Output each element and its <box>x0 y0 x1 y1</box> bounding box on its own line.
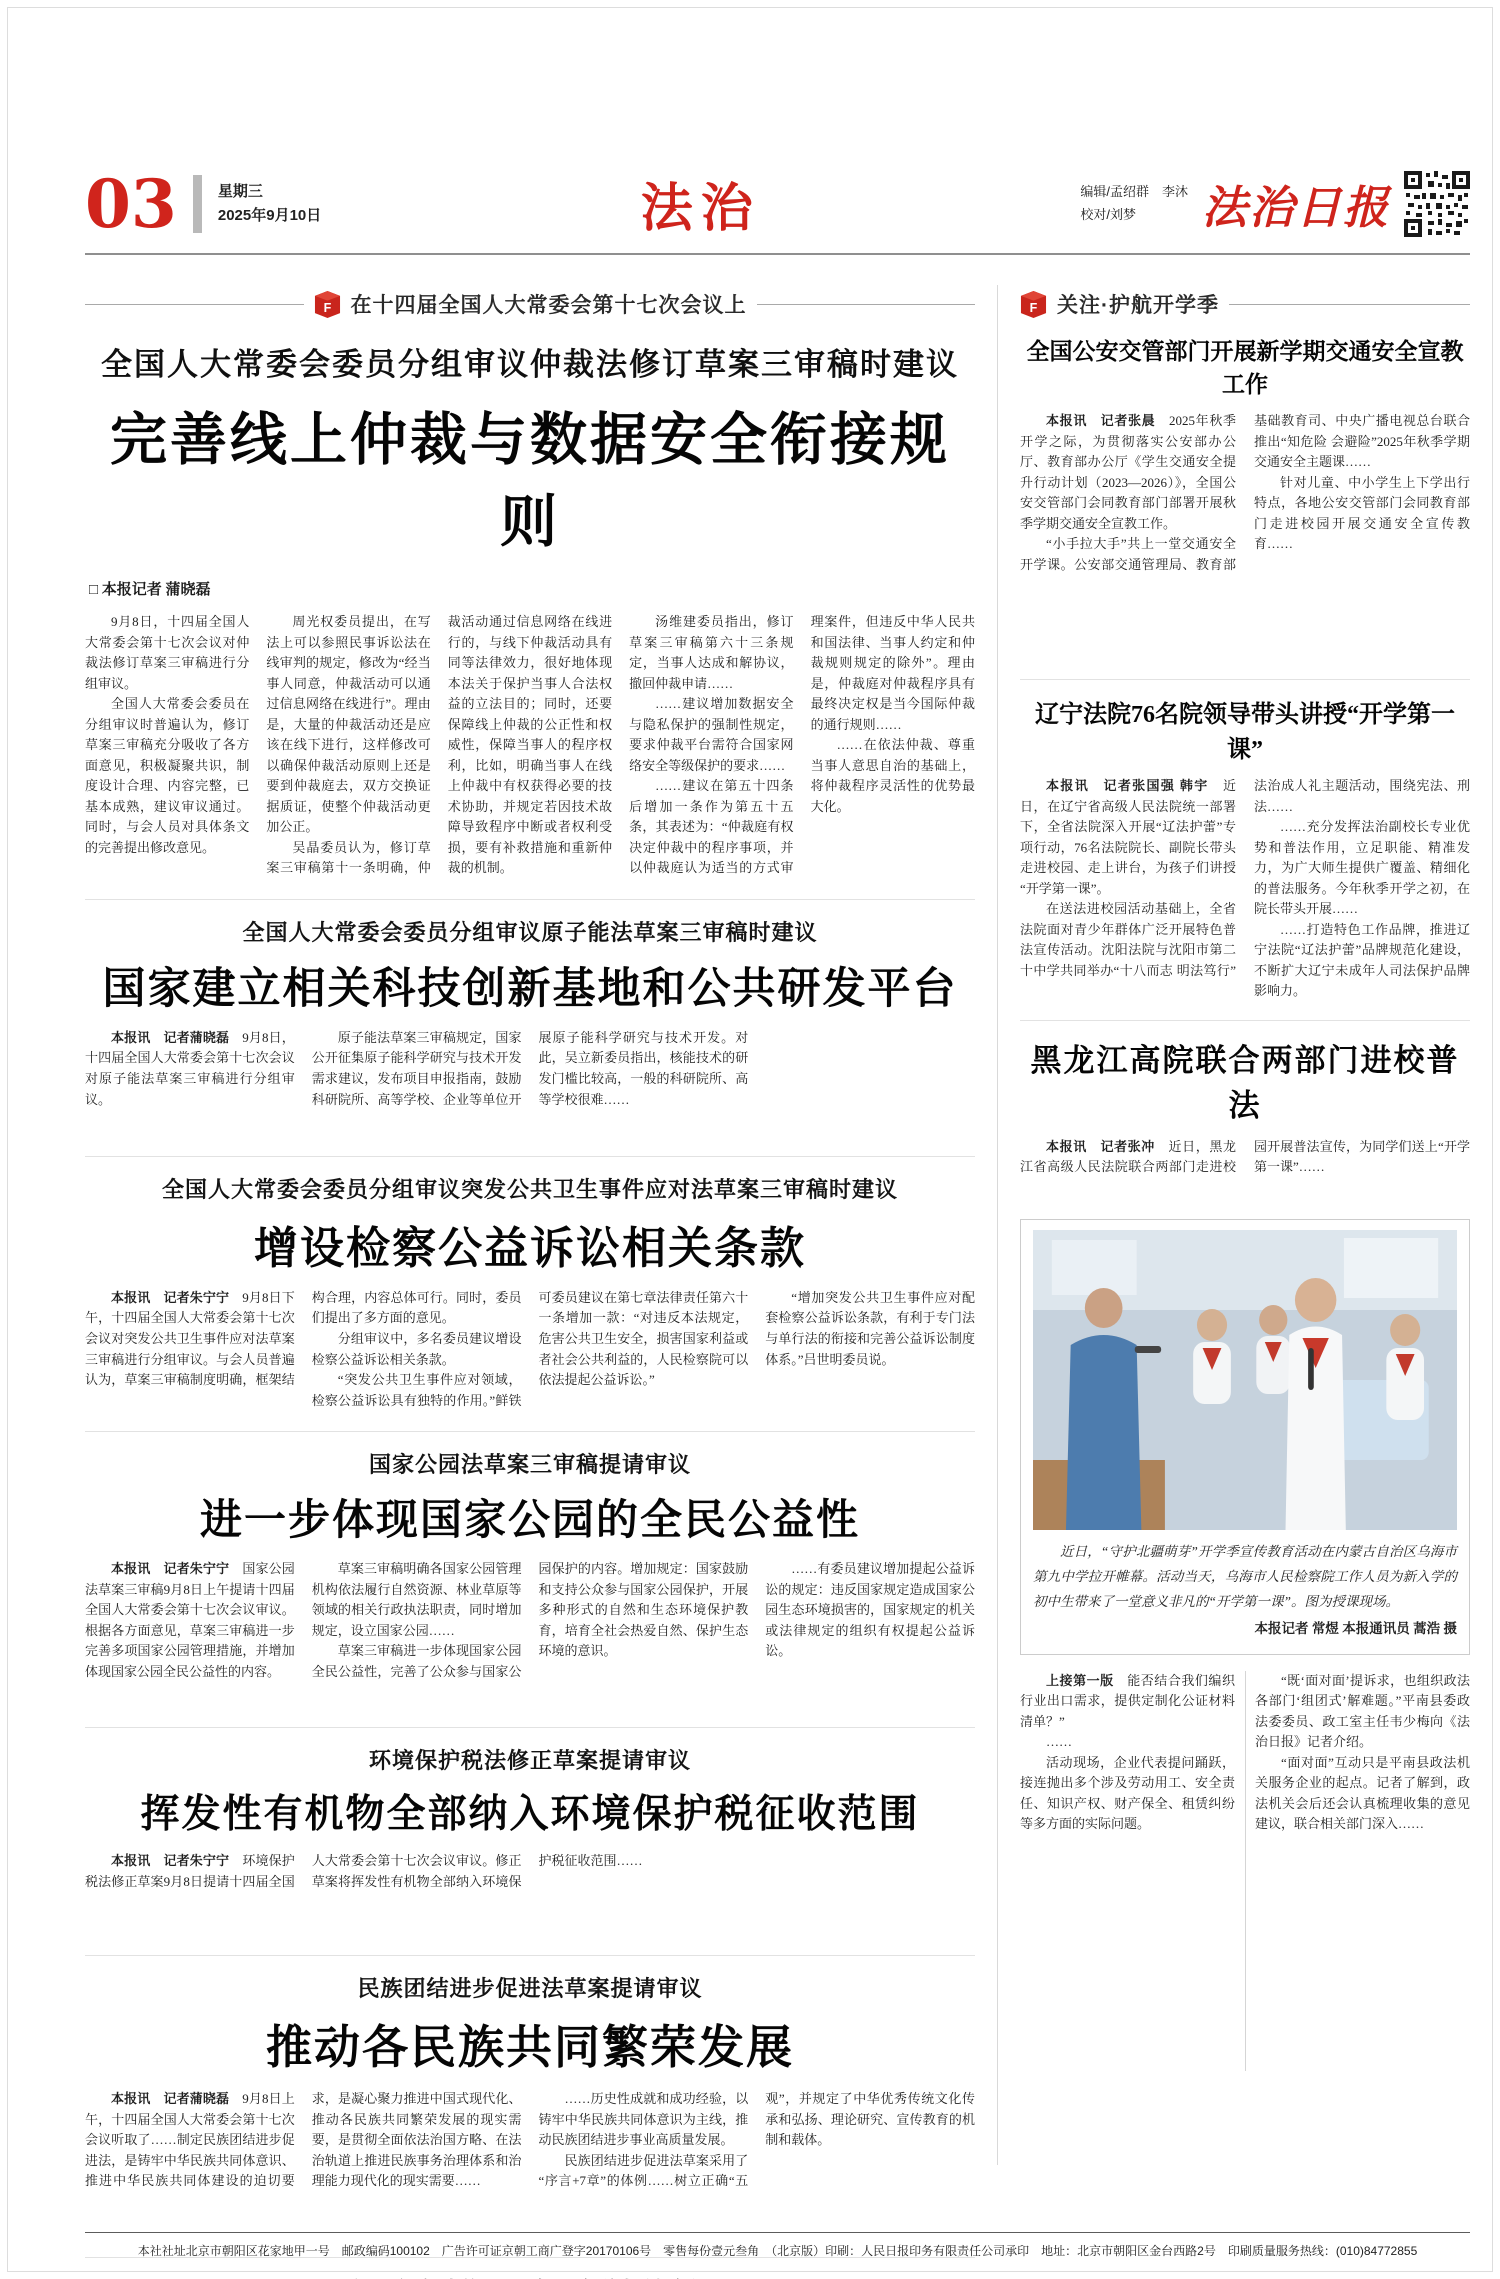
weekday-label: 星期三 <box>217 183 263 201</box>
body-paragraph: ……打造特色工作品牌，推进辽宁法院“辽法护蕾”品牌规范化建设，不断扩大辽宁未成年人司法保护品牌影响力。 <box>1254 921 1470 999</box>
news-photo <box>1033 1230 1457 1530</box>
body-paragraph: 上接第一版 能否结合我们编织行业出口需求，提供定制化公证材料清单？” <box>1020 1672 1235 1729</box>
left-banner-label: 在十四届全国人大常委会第十七次会议上 <box>350 294 747 317</box>
right-banner-label: 关注·护航开学季 <box>1057 294 1219 317</box>
body-paragraph: ……建议在第五十四条后增加一条作为第五十五条，其表述为：“仲裁庭有权决定仲裁中的程序事项，并以仲裁庭认为适当的方式审理案件，但违反中华人民共和国法律、当事人约定和仲裁规则规定的除外”。理由是，仲裁庭对仲裁程序具有最终决定权是当今国际仲裁的通行规则…… <box>629 614 975 876</box>
article-national-park-law <box>85 1431 975 1707</box>
article-headline: 辽宁法院76名院领导带头讲授“开学第一课” <box>1035 702 1455 763</box>
page-number-divider <box>193 175 202 233</box>
svg-text:F: F <box>323 300 331 315</box>
article-ethnic-unity-law <box>85 1955 975 2237</box>
header-rule <box>85 253 1470 255</box>
article-headline: 进一步体现国家公园的全民公益性 <box>199 1498 860 1545</box>
body-paragraph: 吴晶委员认为，修订草案三审稿第十一条明确，仲裁活动通过信息网络在线进行的，与线下仲裁活动具有同等法律效力，很好地体现本法关于保护当事人合法权益的立法目的；同时，还要保障线上仲裁的公正性和权威性，保障当事人的程序权利，比如，明确当事人在线上仲裁中有权获得必要的技术协助，并规定若因技术故障导致程序中断或者权利受损，要有补救措施和重新仲裁的机制。 <box>266 614 613 876</box>
editors-line: 编辑/孟绍群 李沐 <box>1080 184 1188 200</box>
body-paragraph: 本报讯 记者张冲 近日，黑龙江省高级人民法院联合两部门走进校园开展普法宣传，为同学们送上“开学第一课”…… <box>1020 1138 1470 1175</box>
article-headline: 挥发性有机物全部纳入环境保护税征收范围 <box>140 1793 920 1837</box>
article-kicker: 全国人大常委会委员分组审议原子能法草案三审稿时建议 <box>242 919 818 945</box>
body-paragraph: 在送法进校园活动基础上，全省法院面对青少年群体广泛开展特色普法宣传活动。沈阳法院与沈阳市第二十中学共同举办“十八而志 明法笃行”法治成人礼主题活动，围绕宪法、刑法…… <box>1020 778 1470 978</box>
main-headline: 完善线上仲裁与数据安全衔接规则 <box>110 408 950 554</box>
body-paragraph: “小手拉大手”共上一堂交通安全开学课。公安部交通管理局、教育部基础教育司、中央广播电视总台联合推出“知危险 会避险”2025年秋季学期交通安全主题课…… <box>1020 413 1470 572</box>
main-kicker: 全国人大常委会委员分组审议仲裁法修订草案三审稿时建议 <box>101 347 959 382</box>
body-paragraph: ……在依法仲裁、尊重当事人意思自治的基础上，将仲裁程序灵活性的优势最大化。 <box>810 737 975 814</box>
news-photo-box <box>1020 1219 1470 1655</box>
article-public-health-law <box>85 1156 975 1411</box>
byline-lead: 本报讯 记者朱宁宁 <box>111 1289 243 1305</box>
body-paragraph: 本报讯 记者蒲晓磊 9月8日，十四届全国人大常委会第十七次会议对原子能法草案三审稿进行分组审议。 <box>85 1029 295 1107</box>
page-footer <box>85 2232 1470 2259</box>
byline-lead: 本报讯 记者张晨 <box>1046 413 1169 428</box>
banner-rule-right <box>1229 304 1470 305</box>
section-title: 法治 <box>640 181 761 238</box>
article-food-safety-law <box>85 2257 975 2279</box>
article-kicker: 全国人大常委会委员分组审议突发公共卫生事件应对法草案三审稿时建议 <box>161 1176 898 1202</box>
body-paragraph: “增加突发公共卫生事件应对配套检察公益诉讼条款，有利于专门法与单行法的衔接和完善公益诉讼制度体系。”吕世明委员说。 <box>765 1289 975 1367</box>
body-paragraph: ……充分发挥法治副校长专业优势和普法作用，立足职能、精准发力，为广大师生提供广覆盖、精细化的普法服务。今年秋季开学之初，在院长带头开展…… <box>1254 819 1470 917</box>
date-label: 2025年9月10日 <box>217 206 322 224</box>
body-paragraph: 针对儿童、中小学生上下学出行特点，各地公安交管部门会同教育部门走进校园开展交通安全宣传教育…… <box>1254 474 1470 552</box>
article-body-text <box>85 1288 975 1411</box>
banner-rule-left <box>85 304 304 305</box>
right-banner <box>1020 289 1470 319</box>
left-column <box>85 285 975 2279</box>
article-body-text <box>1020 1137 1470 1203</box>
article-headline: 全国公安交管部门开展新学期交通安全宣教工作 <box>1026 338 1464 397</box>
body-paragraph: 草案三审稿进一步体现国家公园全民公益性，完善了公众参与国家公园保护的内容。增加规定：国家鼓励和支持公众参与国家公园保护，开展多种形式的自然和生态环境保护教育，培育全社会热爱自然、保护生态环境的意识。 <box>311 1561 749 1679</box>
article-kicker: 民族团结进步促进法草案提请审议 <box>357 1976 703 2002</box>
article-kicker <box>85 2274 975 2279</box>
page-header <box>85 166 1470 241</box>
article-headline: 国家建立相关科技创新基地和公共研发平台 <box>102 965 958 1013</box>
continuation-body-text <box>1020 1671 1470 2071</box>
body-paragraph: 活动现场，企业代表提问踊跃，接连抛出多个涉及劳动用工、安全责任、知识产权、财产保全、租赁纠纷等多方面的实际问题。 <box>1020 1754 1235 1832</box>
byline-lead: 本报讯 记者蒲晓磊 <box>111 2091 243 2107</box>
continued-from-page-one <box>1020 1671 1470 2071</box>
svg-text:F: F <box>1029 300 1038 315</box>
article-arbitration-law <box>85 289 975 879</box>
body-paragraph: ……历史性成就和成功经验，以铸牢中华民族共同体意识为主线，推动民族团结进步事业高质量发展。 <box>538 2091 749 2148</box>
article-body-text <box>1020 411 1470 661</box>
masthead-block <box>1080 171 1470 237</box>
page-number-block <box>85 164 322 243</box>
body-paragraph: ……有委员建议增加提起公益诉讼的规定：违反国家规定造成国家公园生态环境损害的，国家规定的机关或法律规定的组织有权提起公益诉讼。 <box>765 1561 975 1659</box>
article-body-text <box>85 1851 975 1935</box>
paper-cube-icon <box>314 290 341 319</box>
page-content <box>85 285 1470 2279</box>
body-paragraph: 原子能法草案三审稿规定，国家公开征集原子能科学研究与技术开发需求建议，发布项目申报指南，鼓励科研院所、高等学校、企业等单位开展原子能科学研究与技术开发。对此，吴立新委员指出，核能技术的研发门槛比较高，一般的科研院所、高等学校很难…… <box>311 1029 749 1107</box>
article-kicker: 国家公园法草案三审稿提请审议 <box>368 1452 691 1478</box>
body-paragraph: …… <box>1046 1734 1072 1750</box>
right-column <box>997 285 1470 2165</box>
body-paragraph: 本报讯 记者朱宁宁 环境保护税法修正草案9月8日提请十四届全国人大常委会第十七次会议审议。修正草案将挥发性有机物全部纳入环境保护税征收范围…… <box>85 1853 643 1889</box>
article-liaoning-courts <box>1020 679 1470 1002</box>
article-traffic-safety <box>1020 333 1470 661</box>
body-paragraph: 本报讯 记者朱宁宁 国家公园法草案三审稿9月8日上午提请十四届全国人大常委会第十七次会议审议。根据各方面意见，草案三审稿进一步完善多项国家公园管理措施，并增加体现国家公园全民公益性的内容。 <box>85 1561 295 1679</box>
body-paragraph: “突发公共卫生事件应对领域，检察公益诉讼具有独特的作用。”鲜铁可委员建议在第七章法律责任第六十一条增加一款：“对违反本法规定，危害公共卫生安全，损害国家利益或者社会公共利益的，人民检察院可以依法提起公益诉讼。” <box>311 1289 749 1408</box>
body-paragraph: 汤维建委员指出，修订草案三审稿第六十三条规定，当事人达成和解协议，撤回仲裁申请…… <box>629 614 794 691</box>
article-environment-tax-law <box>85 1727 975 1935</box>
body-paragraph: 9月8日，十四届全国人大常委会第十七次会议对仲裁法修订草案三审稿进行分组审议。 <box>85 614 250 691</box>
article-headline: 黑龙江高院联合两部门进校普法 <box>1030 1042 1460 1123</box>
imprint-line: 本社社址北京市朝阳区花家地甲一号 邮政编码100102 广告许可证京朝工商广登字20170106号 零售每份壹元叁角 （北京版）印刷：人民日报印务有限责任公司承印 地址：北京市朝阳区金台西路2号 印刷质量服务热线：(010)84772855 <box>137 2244 1418 2258</box>
page-number: 03 <box>85 164 177 243</box>
article-body-text <box>85 1028 975 1136</box>
body-paragraph: 本报讯 记者蒲晓磊 9月8日上午，十四届全国人大常委会第十七次会议听取了……制定民族团结进步促进法，是铸牢中华民族共同体意识、推进中华民族共同体建设的迫切要求，是凝心聚力推进中国式现代化、推动各民族共同繁荣发展的现实需要，是贯彻全面依法治国方略、在法治轨道上推进民族事务治理体系和治理能力现代化的现实需要…… <box>85 2091 522 2189</box>
article-body-text <box>1020 776 1470 1002</box>
body-paragraph: 草案三审稿明确各国家公园管理机构依法履行自然资源、林业草原等领域的相关行政执法职责，同时增加规定，设立国家公园…… <box>311 1561 522 1638</box>
photo-credit: 本报记者 常煜 本报通讯员 蒿浩 摄 <box>1254 1620 1457 1636</box>
body-paragraph: 本报讯 记者张晨 2025年秋季开学之际，为贯彻落实公安部办公厅、教育部办公厅《学生交通安全提升行动计划（2023—2026）》，全国公安交管部门会同教育部门部署开展秋季学期交通安全宣教工作。 <box>1020 413 1236 531</box>
byline-lead: 本报讯 记者张国强 韩宇 <box>1046 778 1223 793</box>
body-paragraph: ……建议增加数据安全与隐私保护的强制性规定，要求仲裁平台需符合国家网络安全等级保护的要求…… <box>629 696 794 773</box>
main-body-text <box>85 612 975 879</box>
article-body-text <box>85 2089 975 2237</box>
body-paragraph: 分组审议中，多名委员建议增设检察公益诉讼相关条款。 <box>311 1330 522 1367</box>
byline-lead: 本报讯 记者朱宁宁 <box>111 1561 243 1577</box>
proofreader-line: 校对/刘梦 <box>1080 206 1136 222</box>
body-paragraph: 本报讯 记者朱宁宁 9月8日下午，十四届全国人大常委会第十七次会议对突发公共卫生事件应对法草案三审稿进行分组审议。与会人员普遍认为，草案三审稿制度明确，框架结构合理，内容总体可行。同时，委员们提出了多方面的意见。 <box>85 1289 522 1388</box>
byline-lead: 本报讯 记者朱宁宁 <box>111 1853 243 1869</box>
qr-code-icon <box>1404 171 1470 237</box>
paper-cube-icon <box>1020 290 1047 319</box>
body-paragraph: 全国人大常委会委员在分组审议时普遍认为，修订草案三审稿充分吸收了各方面意见，积极凝聚共识，制度设计合理、内容完整，已基本成熟，建议审议通过。同时，与会人员对具体条文的完善提出修改意见。 <box>85 696 250 855</box>
photo-caption: 近日，“守护北疆萌芽”开学季宣传教育活动在内蒙古自治区乌海市第九中学拉开帷幕。活动当天，乌海市人民检察院工作人员为新入学的初中生带来了一堂意义非凡的“开学第一课”。图为授课现场。 本报记者 常煜 本报通讯员 蒿浩 摄 <box>1033 1540 1457 1642</box>
byline-lead: 本报讯 记者张冲 <box>1046 1138 1169 1154</box>
byline-lead: 本报讯 记者蒲晓磊 <box>111 1029 243 1045</box>
body-paragraph: 周光权委员提出，在写法上可以参照民事诉讼法在线审判的规定，修改为“经当事人同意，仲裁活动可以通过信息网络在线进行”。理由是，大量的仲裁活动还是应该在线下进行，这样修改可以确保仲裁活动原则上还是要到仲裁庭去，双方交换证据质证，使整个仲裁活动更加公正。 <box>266 614 431 835</box>
body-paragraph: “既‘面对面’提诉求，也组织政法各部门‘组团式’解难题。”平南县委政法委委员、政工室主任韦少梅向《法治日报》记者介绍。 <box>1255 1672 1470 1750</box>
main-byline: □ 本报记者 蒲晓磊 <box>89 582 211 598</box>
banner-rule-right <box>757 304 976 305</box>
masthead-logo: 法治日报 <box>1201 183 1390 233</box>
article-headline: 推动各民族共同繁荣发展 <box>266 2022 794 2074</box>
body-paragraph: “面对面”互动只是平南县政法机关服务企业的起点。记者了解到，政法机关会后还会认真梳理收集的意见建议，联合相关部门深入…… <box>1255 1754 1470 1832</box>
continued-label: 上接第一版 <box>1046 1672 1128 1688</box>
body-paragraph: 本报讯 记者张国强 韩宇 近日，在辽宁省高级人民法院统一部署下，全省法院深入开展“辽法护蕾”专项行动，76名法院院长、副院长带头走进校园、走上讲台，为孩子们讲授“开学第一课”。 <box>1020 778 1236 896</box>
left-banner <box>85 289 975 319</box>
article-body-text <box>85 1559 975 1707</box>
article-kicker: 环境保护税法修正草案提请审议 <box>368 1748 691 1774</box>
article-atomic-energy-law <box>85 899 975 1136</box>
article-heilongjiang-court <box>1020 1020 1470 1203</box>
article-headline: 增设检察公益诉讼相关条款 <box>254 1223 806 1273</box>
body-paragraph: 民族团结进步促进法草案采用了“序言+7章”的体例……树立正确“五观”，并规定了中华优秀传统文化传承和弘扬、理论研究、宣传教育的机制和载体。 <box>538 2091 975 2189</box>
